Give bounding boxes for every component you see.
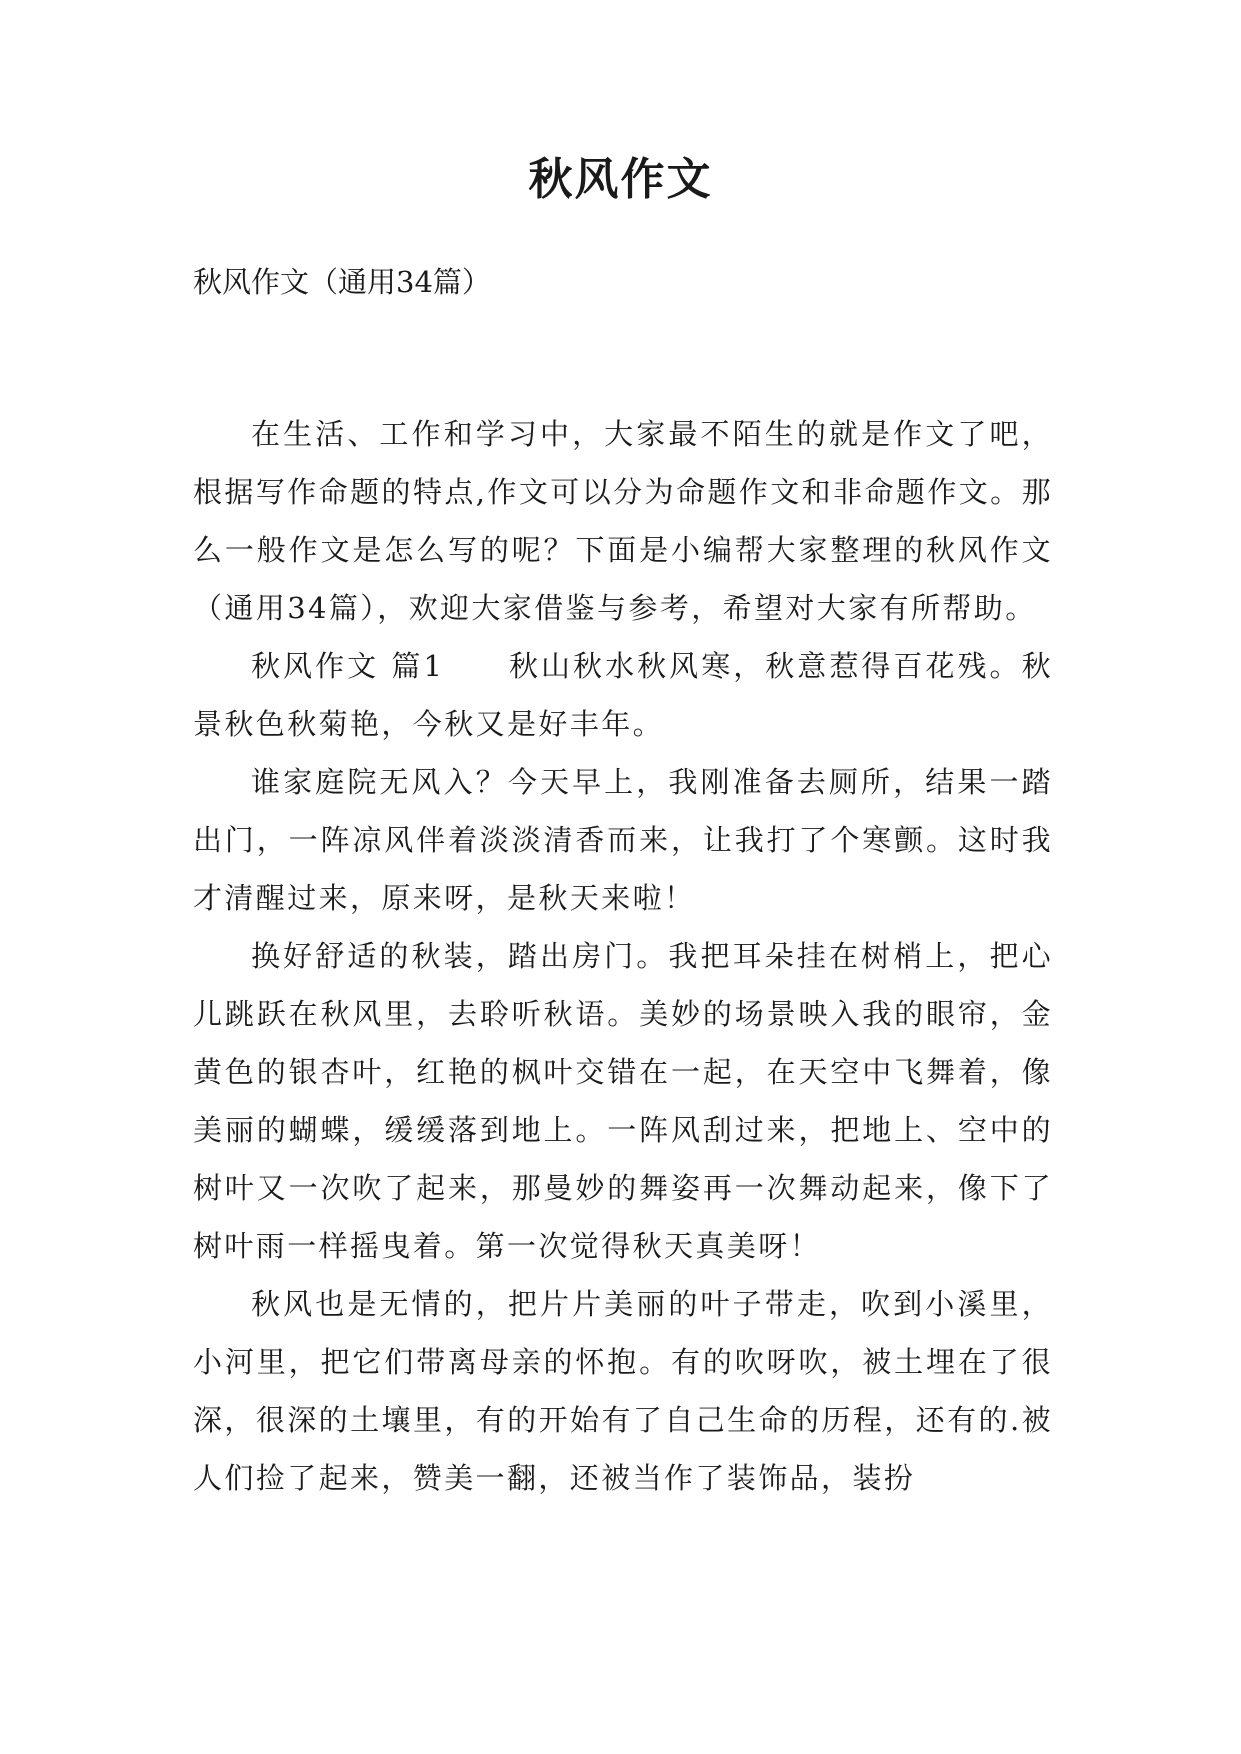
- section-1-heading: 秋风作文 篇1: [251, 649, 445, 683]
- document-subtitle: 秋风作文（通用34篇）: [193, 265, 491, 299]
- intro-paragraph: 在生活、工作和学习中，大家最不陌生的就是作文了吧，根据写作命题的特点,作文可以分为命题作文和非命题作文。那么一般作文是怎么写的呢？下面是小编帮大家整理的秋风作文（通用34篇），欢迎大家借鉴与参考，希望对大家有所帮助。: [193, 417, 1053, 625]
- body-paragraph-2: 谁家庭院无风入？今天早上，我刚准备去厕所，结果一踏出门，一阵凉风伴着淡淡清香而来，让我打了个寒颤。这时我才清醒过来，原来呀，是秋天来啦！: [193, 765, 1053, 915]
- body-paragraph-3: 换好舒适的秋装，踏出房门。我把耳朵挂在树梢上，把心儿跳跃在秋风里，去聆听秋语。美妙的场景映入我的眼帘，金黄色的银杏叶，红艳的枫叶交错在一起，在天空中飞舞着，像美丽的蝴蝶，缓缓落到地上。一阵风刮过来，把地上、空中的树叶又一次吹了起来，那曼妙的舞姿再一次舞动起来，像下了树叶雨一样摇曳着。第一次觉得秋天真美呀！: [193, 939, 1053, 1263]
- section-1-poem: 秋山秋水秋风寒，秋意惹得百花残。秋景秋色秋菊艳，今秋又是好丰年。: [193, 649, 1053, 741]
- section-1-paragraph: [193, 637, 1053, 753]
- document-body: [193, 405, 1053, 1507]
- body-paragraph-4: 秋风也是无情的，把片片美丽的叶子带走，吹到小溪里，小河里，把它们带离母亲的怀抱。有的吹呀吹，被土埋在了很深，很深的土壤里，有的开始有了自己生命的历程，还有的.被人们捡了起来，赞美一翻，还被当作了装饰品，装扮: [193, 1287, 1053, 1495]
- document-title: 秋风作文: [528, 154, 713, 205]
